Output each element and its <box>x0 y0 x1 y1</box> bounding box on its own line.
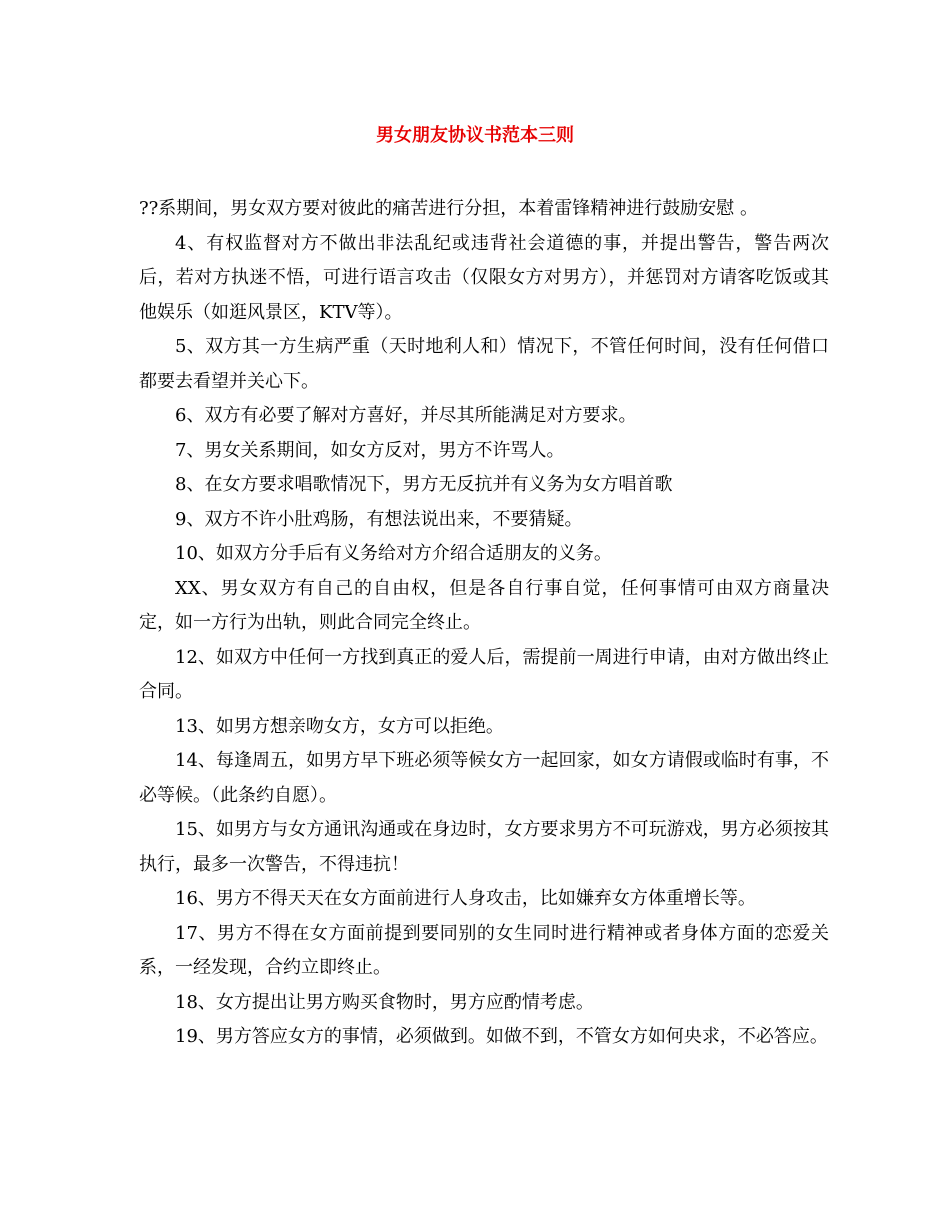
document-title: 男女朋友协议书范本三则 <box>376 125 574 146</box>
paragraph: 17、男方不得在女方面前提到要同别的女生同时进行精神或者身体方面的恋爱关系，一经发现，合约立即终止。 <box>139 922 829 978</box>
paragraph: XX、男女双方有自己的自由权，但是各自行事自觉，任何事情可由双方商量决定，如一方行为出轨，则此合同完全终止。 <box>139 577 829 633</box>
paragraph: 19、男方答应女方的事情，必须做到。如做不到，不管女方如何央求，不必答应。 <box>175 1026 828 1047</box>
paragraph: ??系期间，男女双方要对彼此的痛苦进行分担，本着雷锋精神进行鼓励安慰 。 <box>139 198 759 219</box>
paragraph: 15、如男方与女方通讯沟通或在身边时，女方要求男方不可玩游戏，男方必须按其执行，最多一次警告，不得违抗！ <box>139 819 829 875</box>
paragraph: 5、双方其一方生病严重（天时地利人和）情况下，不管任何时间，没有任何借口都要去看望并关心下。 <box>139 336 829 392</box>
paragraph: 12、如双方中任何一方找到真正的爱人后，需提前一周进行申请，由对方做出终止合同。 <box>139 646 829 702</box>
paragraph: 4、有权监督对方不做出非法乱纪或违背社会道德的事，并提出警告，警告两次后，若对方执迷不悟，可进行语言攻击（仅限女方对男方），并惩罚对方请客吃饭或其他娱乐（如逛风景区，KTV等）。 <box>139 232 829 323</box>
paragraph: 18、女方提出让男方购买食物时，男方应酌情考虑。 <box>175 991 594 1013</box>
paragraph: 13、如男方想亲吻女方，女方可以拒绝。 <box>175 715 504 737</box>
paragraph: 9、双方不许小肚鸡肠，有想法说出来，不要猜疑。 <box>175 508 583 530</box>
paragraph: 7、男女关系期间，如女方反对，男方不许骂人。 <box>175 439 565 461</box>
paragraph: 6、双方有必要了解对方喜好，并尽其所能满足对方要求。 <box>175 405 637 426</box>
paragraph: 16、男方不得天天在女方面前进行人身攻击，比如嫌弃女方体重增长等。 <box>175 888 756 909</box>
document-body <box>139 192 829 1055</box>
paragraph: 10、如双方分手后有义务给对方介绍合适朋友的义务。 <box>175 543 612 564</box>
paragraph: 14、每逢周五，如男方早下班必须等候女方一起回家，如女方请假或临时有事，不必等候。（此条约自愿）。 <box>139 750 829 806</box>
paragraph: 8、在女方要求唱歌情况下，男方无反抗并有义务为女方唱首歌 <box>175 474 673 495</box>
